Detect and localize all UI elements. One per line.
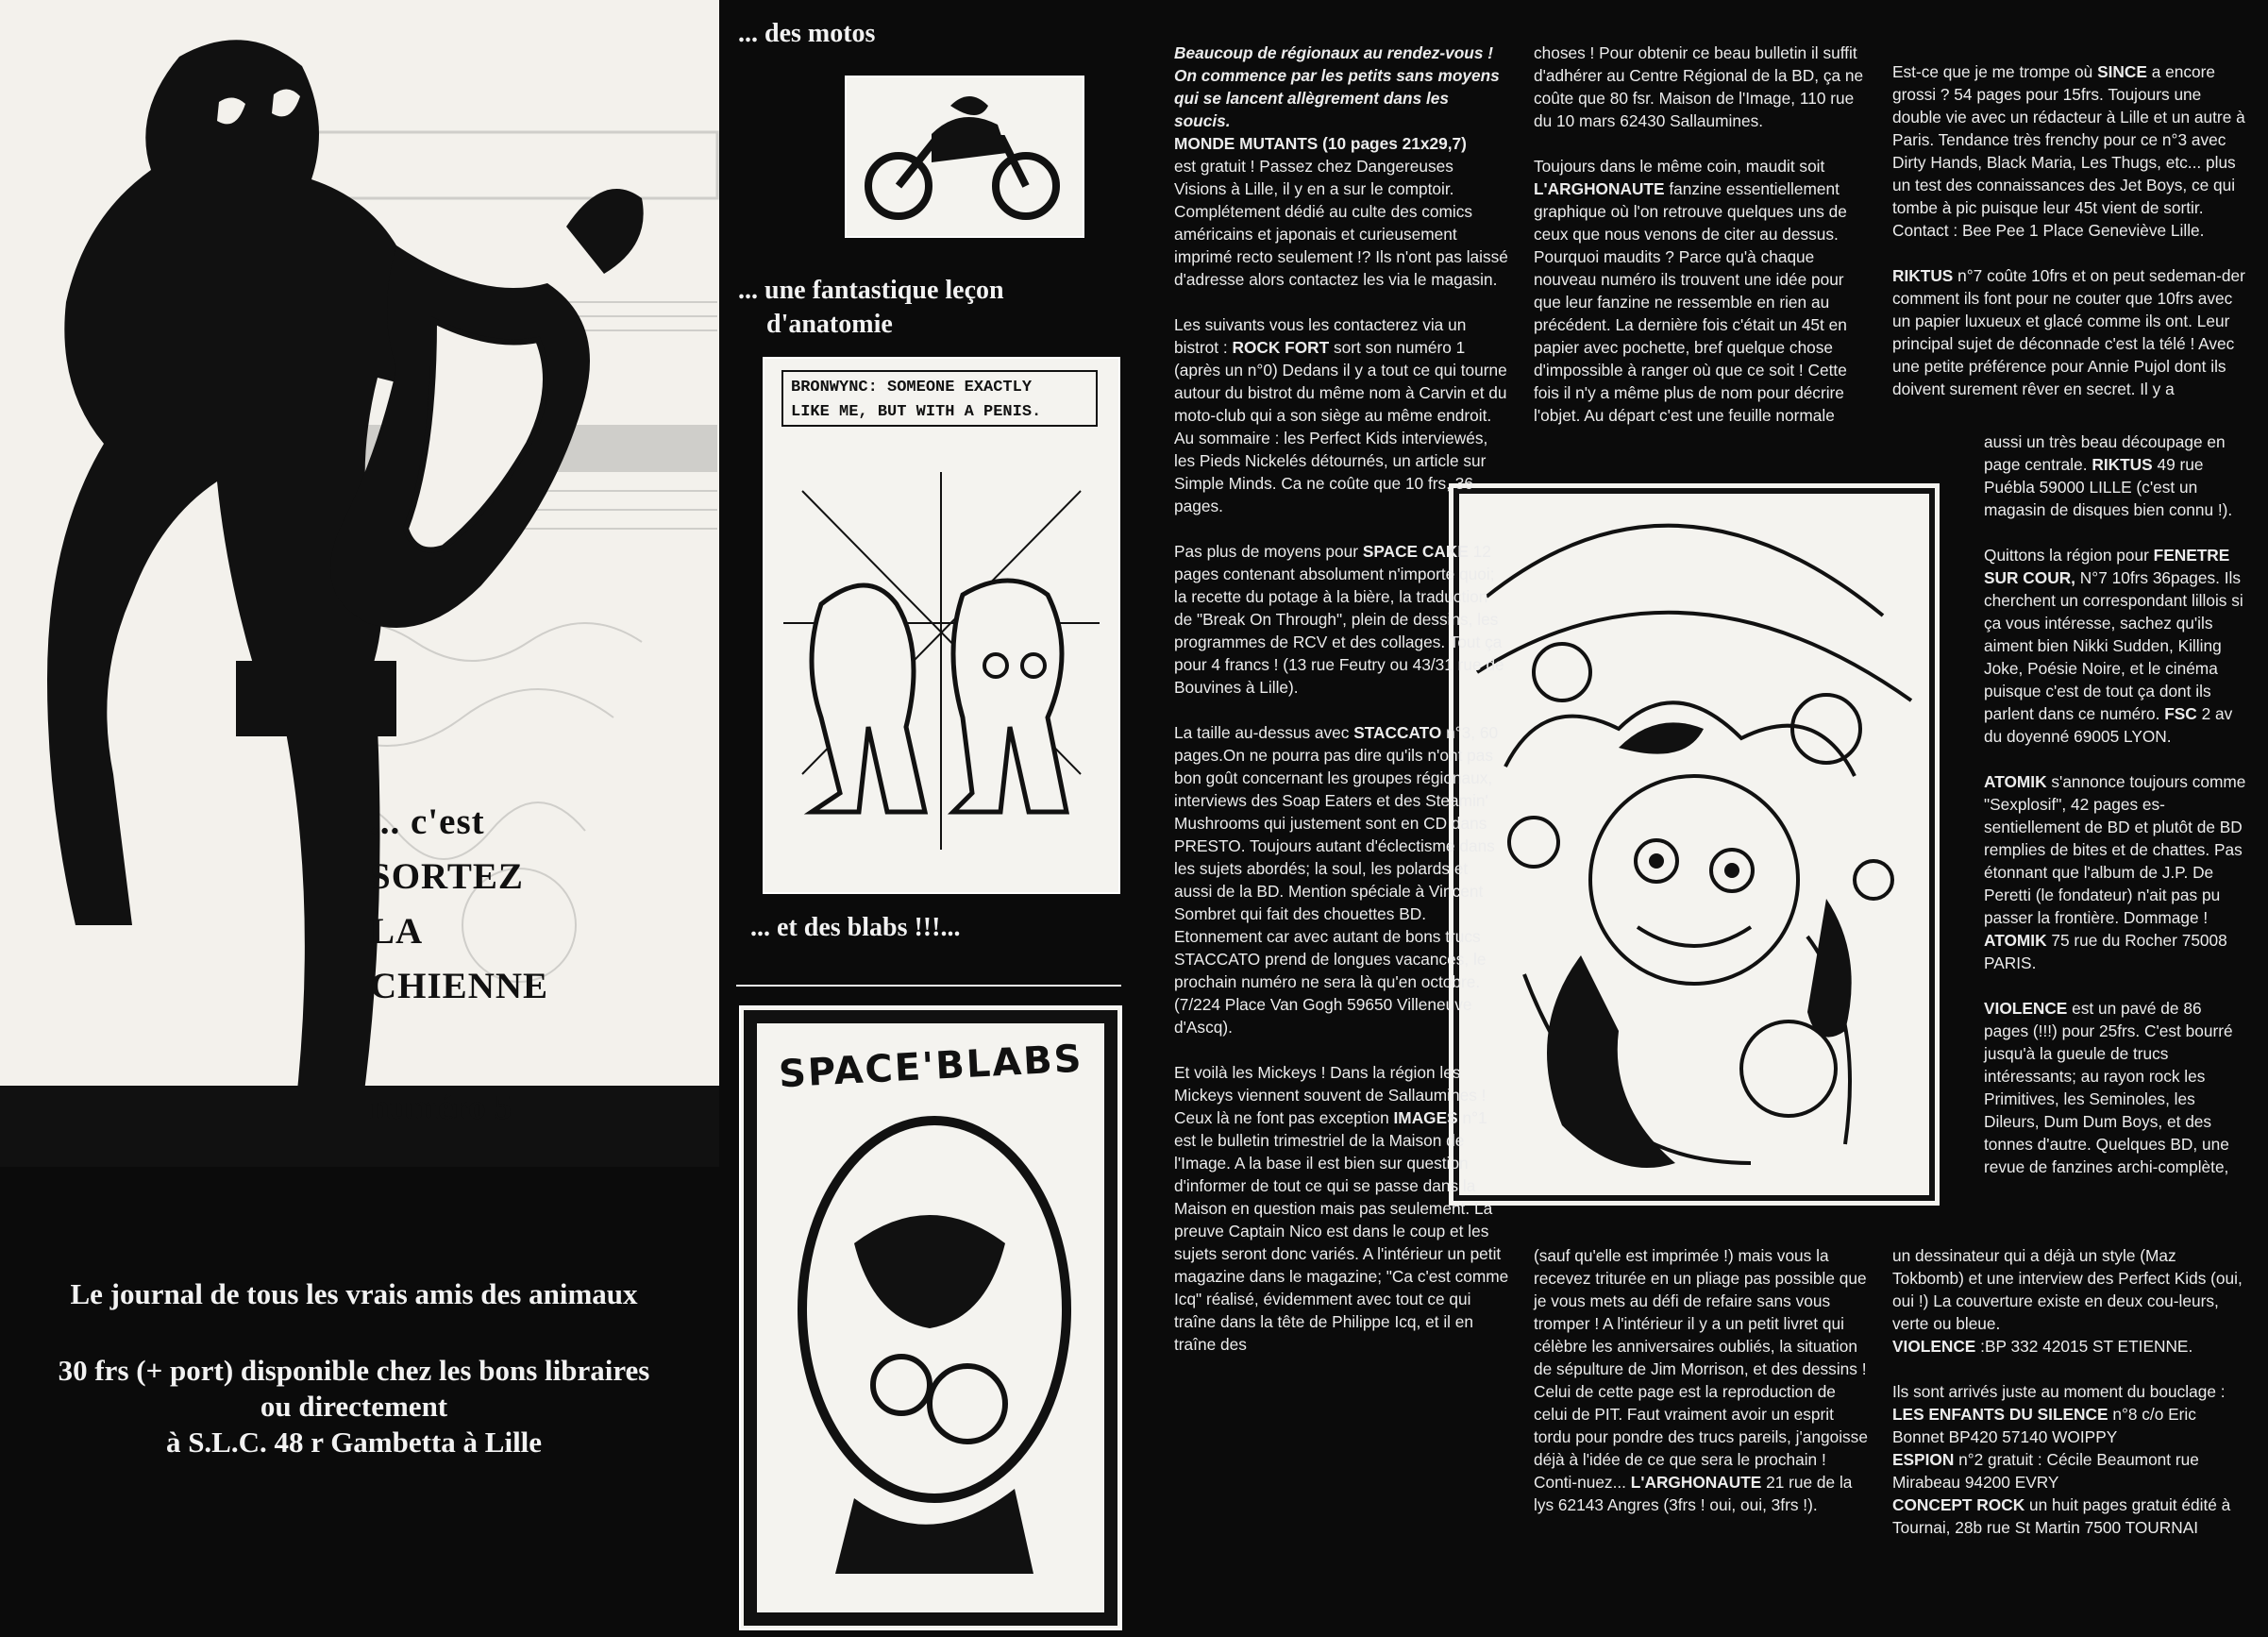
caption-anatomie bbox=[738, 274, 1004, 342]
paragraph bbox=[1174, 1061, 1509, 1356]
space-blabs-cover bbox=[739, 1005, 1122, 1630]
paragraph-text: un dessinateur qui a déjà un style (Maz Tokbomb) et une interview des Perfect Kids (oui, oui !) La couverture existe en deux cou-leurs, verte ou bleue. bbox=[1892, 1246, 2243, 1333]
zine-title: IMAGES bbox=[1393, 1108, 1458, 1127]
zine-title: L'ARGHONAUTE bbox=[1630, 1473, 1762, 1492]
caption-line: ... une fantastique leçon bbox=[738, 276, 1004, 305]
motorcycle-drawing bbox=[845, 76, 1084, 238]
zine-title: CONCEPT ROCK bbox=[1892, 1495, 2025, 1514]
zine-title: FENETRE SUR COUR, bbox=[1984, 546, 2230, 587]
zine-title: STACCATO bbox=[1353, 723, 1442, 742]
paragraph-text: Est-ce que je me trompe où bbox=[1892, 62, 2093, 81]
zine-title: VIOLENCE bbox=[1892, 1337, 1976, 1356]
zine-title: SINCE bbox=[2097, 62, 2147, 81]
price-info bbox=[19, 1353, 689, 1460]
paragraph-text: Toujours dans le même coin, maudit soit bbox=[1534, 157, 1825, 176]
paragraph bbox=[1174, 540, 1509, 699]
paragraph-text: 2 av du doyenné 69005 LYON. bbox=[1984, 704, 2233, 746]
paragraph bbox=[1892, 1380, 2251, 1539]
speech-bubble-line: LIKE ME, BUT WITH A PENIS. bbox=[791, 403, 1042, 421]
intro-text: Beaucoup de régionaux au rendez-vous ! On commence par les petits sans moyens qui se lancent allègrement dans les soucis. bbox=[1174, 43, 1500, 130]
speech-bubble-line: BRONWYNC: SOMEONE EXACTLY bbox=[791, 379, 1033, 397]
paragraph: choses ! Pour obtenir ce beau bulletin il suffit d'adhérer au Centre Régional de la BD, ça ne coûte que 80 fsr. Maison de l'Image, 110 rue du 10 mars 62430 Sallaumines. bbox=[1534, 43, 1864, 130]
paragraph bbox=[1174, 721, 1509, 1038]
paragraph-text: Les suivants vous les contacterez via un bistrot : bbox=[1174, 315, 1467, 357]
divider bbox=[736, 985, 1121, 987]
text-column-3-indented bbox=[1984, 430, 2246, 1178]
caption-motos: ... des motos bbox=[738, 19, 876, 48]
text-column-3 bbox=[1892, 60, 2247, 400]
paragraph-text: a encore grossi ? 54 pages pour 15frs. Toujours une double vie avec un rédacteur à Lille et un autre à Paris. Tendance très frenchy pour ce n°3 avec Dirty Hands, Black Maria, Les Thugs, etc... plus un test des connaissances des Jet Boys, ce qui tombe à pic puisque leur 45t vient de sortir. Contact : Bee Pee 1 Place Geneviève Lille. bbox=[1892, 62, 2245, 240]
text-column-1 bbox=[1174, 42, 1509, 1378]
paragraph-text: n°1 est le bulletin trimestriel de la Maison de l'Image. A la base il est bien sur question d'informer de tout ce qui se passe dans la Maison en question mais pas seulement. La preuve Captain Nico est dans le coup et les sujets seront donc variés. A l'intérieur un petit magazine dans le magazine; "Ca c'est comme Icq" réalisé, évidemment avec tout ce qui traîne dans la tête de Philippe Icq, et il en traîne des bbox=[1174, 1108, 1509, 1354]
zine-title: LES ENFANTS DU SILENCE bbox=[1892, 1405, 2108, 1424]
paragraph-text: :BP 332 42015 ST ETIENNE. bbox=[1980, 1337, 2193, 1356]
arghonaute-illustration bbox=[1449, 483, 1940, 1206]
price-line: 30 frs (+ port) disponible chez les bons libraires bbox=[58, 1354, 650, 1387]
text-column-2 bbox=[1534, 42, 1866, 449]
paragraph bbox=[1534, 155, 1866, 427]
paragraph bbox=[1892, 264, 2247, 400]
zine-title: SPACE CAKE bbox=[1362, 542, 1469, 561]
paragraph bbox=[1892, 1244, 2251, 1358]
issue-number: numéro 5 bbox=[370, 1089, 512, 1127]
zine-title: FSC bbox=[2164, 704, 2197, 723]
zine-title: ATOMIK bbox=[1984, 931, 2047, 950]
text-column-2-bottom bbox=[1534, 1244, 1873, 1539]
paragraph-text: n°2 gratuit : Cécile Beaumont rue Mirabeau 94200 EVRY bbox=[1892, 1450, 2199, 1492]
masked-figure-illustration bbox=[0, 0, 719, 1167]
cover-panel bbox=[0, 0, 719, 1167]
paragraph-text: est un pavé de 86 pages (!!!) pour 25frs. C'est bourré jusqu'à la gueule de trucs intéressants; au rayon rock les Primitives, les Seminoles, les Dileurs, Dum Dum Boys, et des tonnes d'autre. Quelques BD, une revue de fanzines archi-complète, bbox=[1984, 999, 2233, 1176]
paragraph-text: N°7 10frs 36pages. Ils cherchent un correspondant lillois si ça vous intéresse, sachez qu'ils aiment bien Nikki Sudden, Killing Joke, Poésie Noire, et le cinéma puisque c'est de tout ça dont ils parlent dans ce numéro. bbox=[1984, 568, 2243, 723]
paragraph-text: un huit pages gratuit édité à Tournai, 28b rue St Martin 7500 TOURNAI bbox=[1892, 1495, 2231, 1537]
zine-title: RIKTUS bbox=[2092, 455, 2153, 474]
paragraph-intro bbox=[1174, 42, 1509, 291]
cover-title: SPACE'BLABS bbox=[778, 1037, 1084, 1097]
paragraph-text: aussi un très beau découpage en page centrale. bbox=[1984, 432, 2226, 474]
paragraph-text: n°3, 60 pages.On ne pourra pas dire qu'ils n'ont pas bon goût concernant les groupes régionaux, interviews des Soap Eaters et des Steamin' Mushrooms qui justement sont en CD dans PRESTO. Toujours autant d'éclectisme dans les sujets abordés; la soul, les polards et aussi de la BD. Mention spéciale à Vincent Sombret qui fait des chouettes BD. Etonnement car avec autant de bons trucs STACCATO prend de longues vacances, le prochain numéro ne sera là qu'en octobre. (7/224 Place Van Gogh 59650 Villeneuve d'Ascq). bbox=[1174, 723, 1499, 1037]
zine-title: VIOLENCE bbox=[1984, 999, 2068, 1018]
headline-line: LA bbox=[370, 911, 424, 952]
paragraph-text: n°7 coûte 10frs et on peut sedeman-der comment ils font pour ne couter que 10frs avec un papier luxueux et glacé comme ils ont. Leur principal sujet de déconnade c'est la télé ! Avec une petite préférence pour Annie Pujol dont ils doivent surement rêver en secret. Il y a bbox=[1892, 266, 2245, 398]
paragraph bbox=[1984, 997, 2246, 1178]
headline-line: SORTEZ bbox=[370, 856, 524, 897]
headline-line: ... c'est bbox=[370, 802, 485, 842]
paragraph-text: 12 pages contenant absolument n'importe quoi; la recette du potage à la bière, la traduction de "Break On Through", plein de dessins, les programmes de RCV et des collages. Tout ça pour 4 francs ! (13 rue Feutry ou 43/31 rue de Bouvines à Lille). bbox=[1174, 542, 1504, 697]
paragraph-text: Ils sont arrivés juste au moment du bouclage : bbox=[1892, 1382, 2226, 1401]
paragraph bbox=[1984, 544, 2246, 748]
paragraph-text: s'annonce toujours comme "Sexplosif", 42 pages es-sentiellement de BD et plutôt de BD remplies de bites et de chattes. Pas étonnant que l'album de J.P. De Peretti (le fondateur) n'ait pas pu passer la frontière. Dommage ! bbox=[1984, 772, 2246, 927]
text-column-3-bottom bbox=[1892, 1244, 2251, 1539]
paragraph-text: 75 rue du Rocher 75008 PARIS. bbox=[1984, 931, 2227, 972]
cover-headline bbox=[370, 795, 548, 1014]
paragraph bbox=[1984, 770, 2246, 974]
paragraph bbox=[1892, 60, 2247, 242]
paragraph-text: Et voilà les Mickeys ! Dans la région les Mickeys viennent souvent de Sallaumines ! Ceux là ne font pas exception bbox=[1174, 1063, 1487, 1127]
paragraph-text: fanzine essentiellement graphique où l'on retrouve quelques uns de ceux que nous venons de citer au dessus. Pourquoi maudits ? Parce qu'à chaque nouveau numéro ils trouvent une idée pour que leur fanzine ne ressemble en rien au précédent. La dernière fois c'était un 45t en papier avec pochette, bref quelque chose d'impossible à ranger où que ce soit ! Cette fois il n'y a même plus de nom pour décrire l'objet. Au départ c'est une feuille normale bbox=[1534, 179, 1847, 425]
paragraph-text: est gratuit ! Passez chez Dangereuses Visions à Lille, il y en a sur le comptoir. Complétement dédié au culte des comics américains et japonais et curieusement imprimé recto seulement !? Ils n'ont pas laissé d'adresse alors contactez les via le magasin. bbox=[1174, 157, 1508, 289]
paragraph-text: La taille au-dessus avec bbox=[1174, 723, 1350, 742]
zine-title: RIKTUS bbox=[1892, 266, 1954, 285]
paragraph-text: Quittons la région pour bbox=[1984, 546, 2149, 565]
paragraph-text: 49 rue Puébla 59000 LILLE (c'est un magasin de disques bien connu !). bbox=[1984, 455, 2233, 519]
caption-blabs: ... et des blabs !!!... bbox=[750, 913, 961, 942]
price-line: à S.L.C. 48 r Gambetta à Lille bbox=[165, 1426, 543, 1459]
zine-title: MONDE MUTANTS (10 pages 21x29,7) bbox=[1174, 134, 1467, 153]
price-line: ou directement bbox=[260, 1390, 448, 1423]
zine-title: ROCK FORT bbox=[1232, 338, 1330, 357]
paragraph bbox=[1984, 430, 2246, 521]
paragraph-text: n°8 c/o Eric Bonnet BP420 57140 WOIPPY bbox=[1892, 1405, 2196, 1446]
caption-line: d'anatomie bbox=[766, 310, 893, 339]
paragraph bbox=[1534, 1244, 1873, 1516]
tagline: Le journal de tous les vrais amis des animaux bbox=[70, 1277, 638, 1310]
paragraph-text: sort son numéro 1 (après un n°0) Dedans il y a tout ce qui tourne autour du bistrot du même nom à Carvin et du moto-club qui a son siège au même endroit. Au sommaire : les Perfect Kids interviewés, les Pieds Nickelés détournés, un article sur Simple Minds. Ca ne coûte que 10 frs, 36 pages. bbox=[1174, 338, 1507, 515]
zine-title: ESPION bbox=[1892, 1450, 1955, 1469]
anatomy-comic-panel bbox=[763, 357, 1120, 894]
zine-title: ATOMIK bbox=[1984, 772, 2047, 791]
zine-title: L'ARGHONAUTE bbox=[1534, 179, 1665, 198]
paragraph-text: 21 rue de la lys 62143 Angres (3frs ! oui, oui, 3frs !). bbox=[1534, 1473, 1853, 1514]
paragraph bbox=[1174, 313, 1509, 517]
headline-line: CHIENNE bbox=[370, 966, 549, 1006]
paragraph-text: (sauf qu'elle est imprimée !) mais vous la recevez triturée en un pliage pas possible que je vous mets au défi de refaire sans vous tromper ! A l'intérieur il y a un petit livret qui célèbre les anniversaires oubliés, la situation de sépulture de Jim Morrison, et des dessins ! Celui de cette page est la reproduction de celui de PIT. Faut vraiment avoir un esprit tordu pour pondre des trucs pareils, j'angoisse déjà à l'idée de ce que sera le prochain ! Conti-nuez... bbox=[1534, 1246, 1868, 1492]
paragraph-text: Pas plus de moyens pour bbox=[1174, 542, 1359, 561]
